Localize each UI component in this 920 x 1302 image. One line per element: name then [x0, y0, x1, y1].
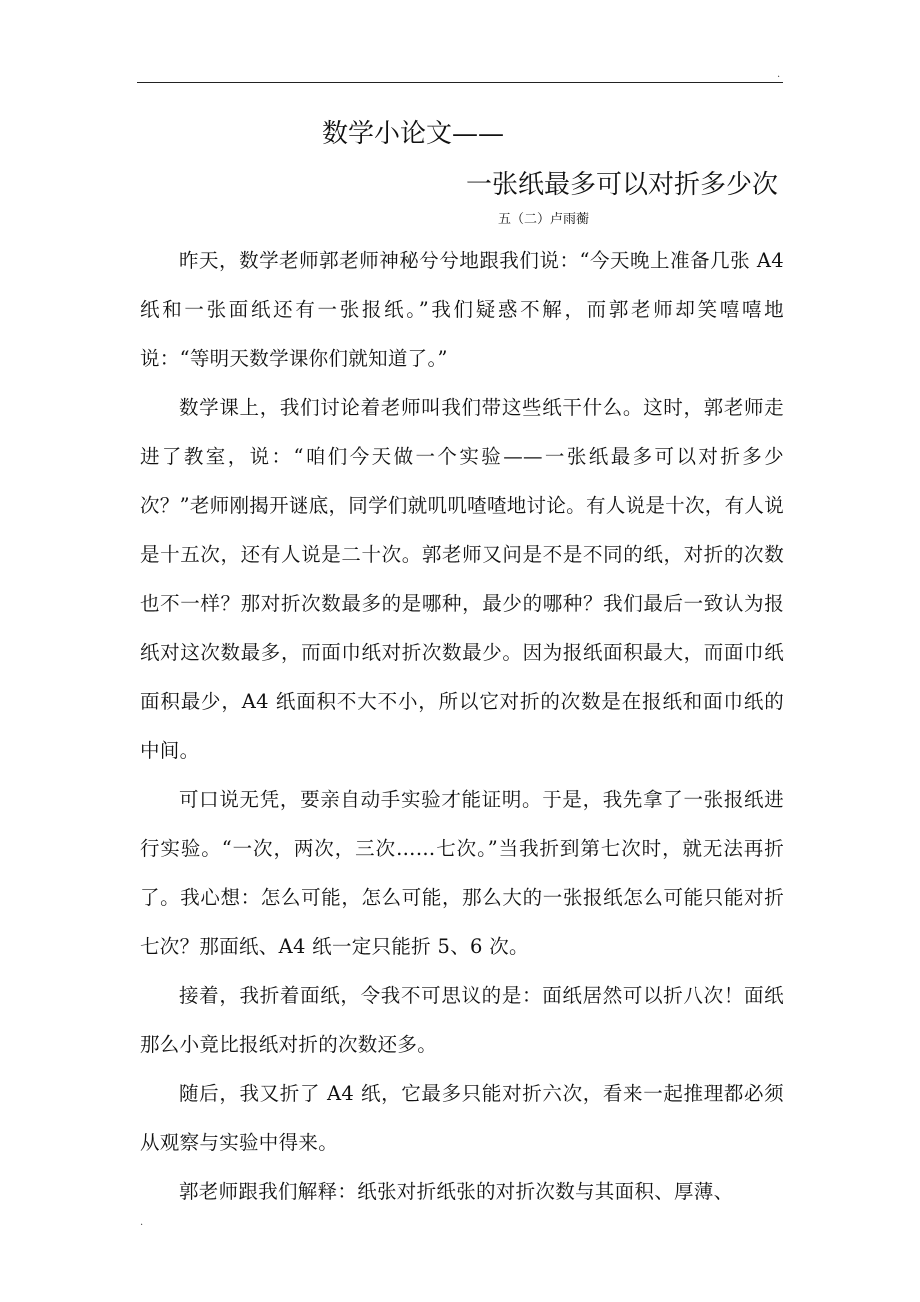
essay-title-line2: 一张纸最多可以对折多少次	[465, 170, 778, 200]
paragraph-4: 接着，我折着面纸，令我不可思议的是：面纸居然可以折八次！面纸那么小竟比报纸对折的次数还多。	[140, 984, 784, 1056]
paragraph-1: 昨天，数学老师郭老师神秘兮兮地跟我们说：“今天晚上准备几张 A4 纸和一张面纸还有一张报纸。”我们疑惑不解，而郭老师却笑嘻嘻地说：“等明天数学课你们就知道了。”	[140, 249, 784, 370]
header-corner-mark: .	[777, 69, 781, 80]
header-rule	[137, 82, 783, 83]
paragraph-6: 郭老师跟我们解释：纸张对折纸张的对折次数与其面积、厚薄、	[179, 1180, 734, 1203]
paragraph-5: 随后，我又折了 A4 纸，它最多只能对折六次，看来一起推理都必须从观察与实验中得来。	[140, 1082, 784, 1154]
paragraph-3: 可口说无凭，要亲自动手实验才能证明。于是，我先拿了一张报纸进行实验。“一次，两次，三次……七次。”当我折到第七次时，就无法再折了。我心想：怎么可能，怎么可能，那么大的一张报纸怎么可能只能对折七次？那面纸、A4 纸一定只能折 5、6 次。	[140, 788, 784, 958]
paragraph-2: 数学课上，我们讨论着老师叫我们带这些纸干什么。这时，郭老师走进了教室，说：“咱们今天做一个实验——一张纸最多可以对折多少次？”老师刚揭开谜底，同学们就叽叽喳喳地讨论。有人说是十次，有人说是十五次，还有人说是二十次。郭老师又问是不是不同的纸，对折的次数也不一样？那对折次数最多的是哪种，最少的哪种？我们最后一致认为报纸对这次数最多，而面巾纸对折次数最少。因为报纸面积最大，而面巾纸面积最少，A4 纸面积不大不小，所以它对折的次数是在报纸和面巾纸的中间。	[140, 396, 784, 762]
essay-body	[140, 236, 784, 1216]
essay-title-line1: 数学小论文——	[322, 119, 505, 149]
footer-corner-mark: .	[140, 1217, 144, 1228]
author-byline: 五（二）卢雨蘅	[498, 212, 590, 227]
